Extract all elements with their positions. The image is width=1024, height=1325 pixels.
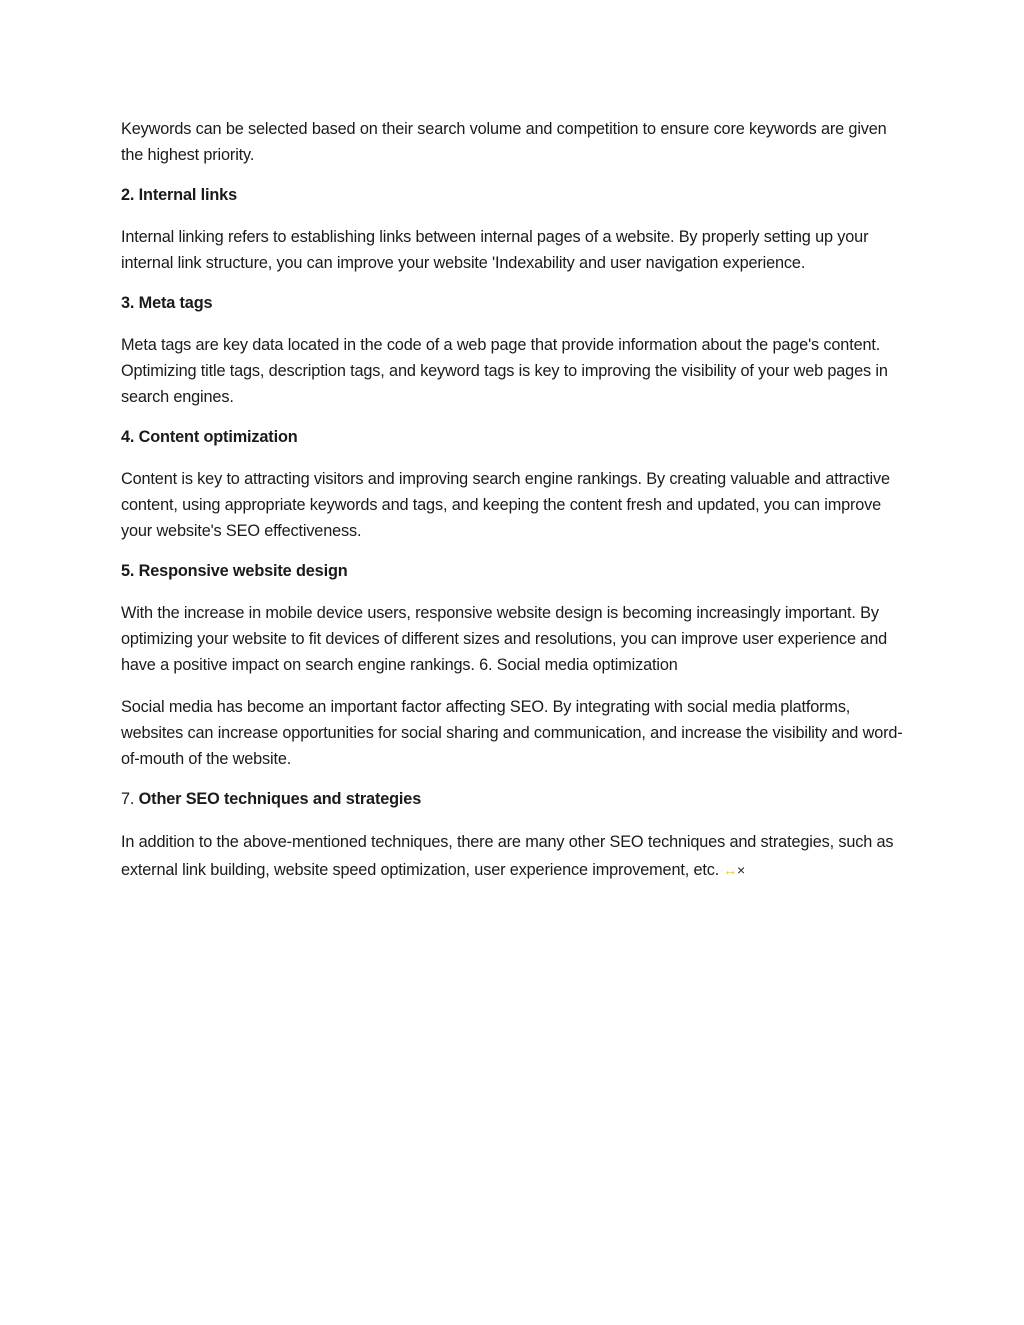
paragraph-responsive-design: With the increase in mobile device users, responsive website design is becoming increasingly important. By optimizing your website to fit devices of different sizes and resolutions, you can improve user experience and have a positive impact on search engine rankings. 6. Social media optimization	[121, 604, 888, 674]
paragraph-meta-tags: Meta tags are key data located in the code of a web page that provide information about the page's content. Optimizing title tags, description tags, and keyword tags is key to improving the visibility of your web pages in search engines.	[121, 336, 888, 406]
end-mark-icon	[723, 856, 745, 884]
paragraph-social-media: Social media has become an important factor affecting SEO. By integrating with social media platforms, websites can increase opportunities for social sharing and communication, and increase the visibility and word-of-mouth of the website.	[121, 698, 903, 768]
paragraph-other-seo	[121, 828, 911, 884]
heading-meta-tags: 3. Meta tags	[121, 294, 213, 312]
heading-responsive-design: 5. Responsive website design	[121, 562, 348, 580]
heading-other-seo-title: Other SEO techniques and strategies	[138, 790, 422, 808]
paragraph-keywords: Keywords can be selected based on their search volume and competition to ensure core keywords are given the highest priority.	[121, 120, 887, 164]
heading-other-seo	[121, 788, 911, 810]
heading-internal-links: 2. Internal links	[121, 186, 237, 204]
close-icon: ×	[736, 862, 746, 878]
paragraph-other-seo-text: In addition to the above-mentioned techniques, there are many other SEO techniques and strategies, such as external link building, website speed optimization, user experience improvement, etc.	[121, 833, 894, 879]
document-page	[121, 116, 911, 900]
double-arrow-icon: ↔	[723, 862, 737, 878]
heading-other-seo-number: 7.	[121, 790, 135, 808]
paragraph-content-optimization: Content is key to attracting visitors and improving search engine rankings. By creating valuable and attractive content, using appropriate keywords and tags, and keeping the content fresh and updated, you can improve your website's SEO effectiveness.	[121, 470, 890, 540]
paragraph-internal-links: Internal linking refers to establishing links between internal pages of a website. By properly setting up your internal link structure, you can improve your website 'Indexability and user navigation experience.	[121, 228, 869, 272]
heading-content-optimization: 4. Content optimization	[121, 428, 298, 446]
